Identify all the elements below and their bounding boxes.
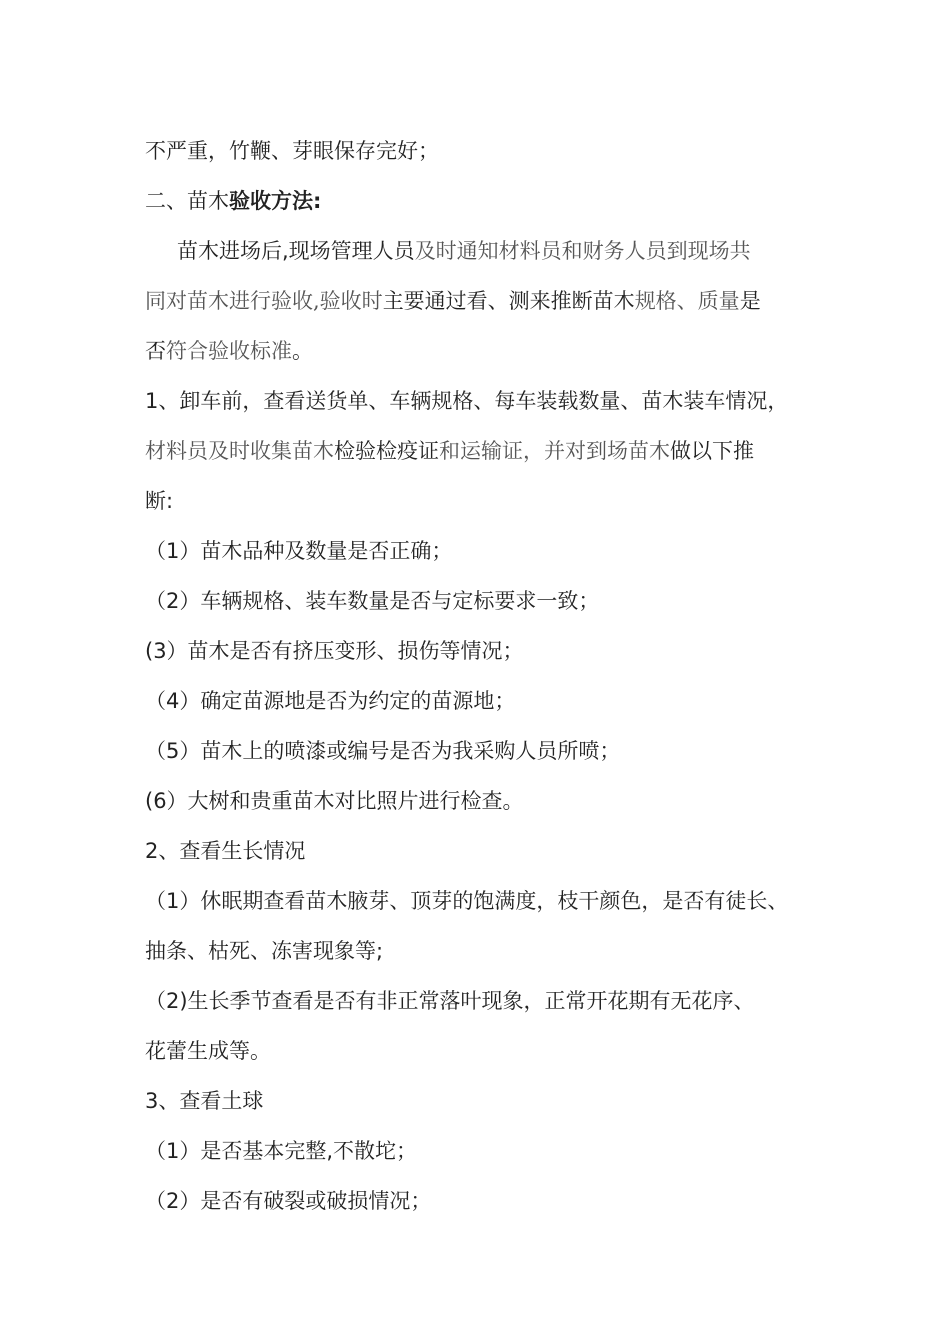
text-run: (3）苗木是否有挤压变形、损伤等情况； (145, 639, 524, 663)
sub-list-item (145, 1126, 825, 1176)
text-run: 3、查看土球 (145, 1089, 264, 1113)
sub-list-item (145, 1176, 825, 1226)
sub-list-item (145, 626, 825, 676)
text-run: （5）苗木上的喷漆或编号是否为我采购人员所喷； (145, 739, 621, 763)
paragraph-line (145, 226, 825, 276)
text-run: （2）车辆规格、装车数量是否与定标要求一致； (145, 589, 600, 613)
text-run-serif: 规格、质量 (634, 289, 740, 313)
text-run: (6）大树和贵重苗木对比照片进行检查。 (145, 789, 524, 813)
text-run: （1）休眠期查看苗木腋芽、顶芽的饱满度，枝干颜色，是否有徒长、 (145, 889, 789, 913)
list-item (145, 826, 825, 876)
text-run: 检验检疫证 (334, 439, 439, 463)
text-run: （1）苗木品种及数量是否正确； (145, 539, 453, 563)
document-body (145, 126, 825, 1226)
text-run: 2、查看生长情况 (145, 839, 306, 863)
paragraph-line (145, 276, 825, 326)
text-run: 。 (292, 339, 313, 363)
text-run: 不严重，竹鞭、芽眼保存完好； (145, 139, 439, 163)
sub-list-item (145, 526, 825, 576)
text-run: 二、苗木 (145, 189, 229, 213)
text-run: 主要通过看、测来推断苗木 (382, 289, 635, 313)
text-run: （4）确定苗源地是否为约定的苗源地； (145, 689, 516, 713)
sub-list-item-continuation (145, 1026, 825, 1076)
text-run-serif: 材料员及时收集苗木 (145, 439, 334, 463)
text-run: 花蕾生成等。 (145, 1039, 271, 1063)
list-item (145, 1076, 825, 1126)
text-run: （2）是否有破裂或破损情况； (145, 1189, 432, 1213)
text-line (145, 126, 825, 176)
text-run-serif: 符合验收标准 (166, 339, 292, 363)
sub-list-item (145, 726, 825, 776)
text-run: 1、卸车前，查看送货单、车辆规格、每车装载数量、苗木装车情况， (145, 389, 789, 413)
section-heading (145, 176, 825, 226)
text-run: （1）是否基本完整,不散坨； (145, 1139, 418, 1163)
text-run-serif: 同对苗木进行验收,验收时 (145, 289, 383, 313)
list-item (145, 376, 825, 426)
sub-list-item (145, 976, 825, 1026)
list-item-continuation (145, 476, 825, 526)
text-run-bold: 验收方法: (229, 189, 322, 213)
text-run: 断: (145, 489, 174, 513)
text-run-serif: 和运输证，并对到场苗木 (439, 439, 670, 463)
sub-list-item (145, 876, 825, 926)
sub-list-item (145, 676, 825, 726)
text-run: 抽条、枯死、冻害现象等; (145, 939, 384, 963)
text-run: 是 (739, 289, 761, 313)
paragraph-line (145, 326, 825, 376)
text-run: 否 (145, 339, 166, 363)
sub-list-item (145, 776, 825, 826)
text-run: 做以下推 (670, 439, 754, 463)
text-run: （2)生长季节查看是否有非正常落叶现象，正常开花期有无花序、 (145, 989, 755, 1013)
list-item-continuation (145, 426, 825, 476)
text-run-serif: 及时通知材料员和财务人员到现场共 (414, 239, 751, 263)
text-run: 苗木进场后,现场管理人员 (177, 239, 415, 263)
sub-list-item-continuation (145, 926, 825, 976)
sub-list-item (145, 576, 825, 626)
